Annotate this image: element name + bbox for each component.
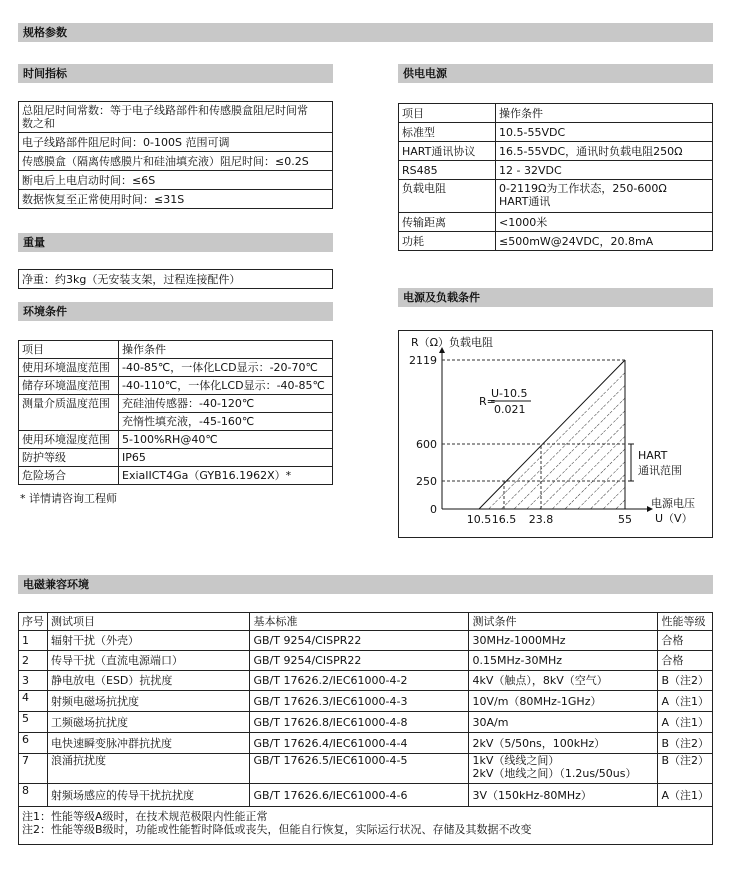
power-cell: 功耗 bbox=[399, 232, 496, 251]
env-header-cond: 操作条件 bbox=[119, 341, 333, 359]
emc-cell: 传导干扰（直流电源端口） bbox=[48, 651, 250, 671]
y-tick-label: 2119 bbox=[409, 354, 437, 367]
time-row-4: 断电后上电启动时间：≤6S bbox=[19, 171, 333, 190]
table-row bbox=[19, 467, 333, 485]
power-header-item: 项目 bbox=[399, 104, 496, 123]
emc-note-1: 注1：性能等级A级时，在技术规范极限内性能正常 bbox=[22, 810, 268, 823]
emc-header: 测试条件 bbox=[469, 613, 658, 631]
emc-cell: GB/T 9254/CISPR22 bbox=[250, 651, 469, 671]
emc-note-2: 注2：性能等级B级时，功能或性能暂时降低或丧失，但能自行恢复，实际运行状况、存储及其数据不改变 bbox=[22, 823, 532, 836]
formula-denominator: 0.021 bbox=[494, 403, 526, 416]
emc-cell: GB/T 9254/CISPR22 bbox=[250, 631, 469, 651]
env-cell: -40-85℃，一体化LCD显示：-20-70℃ bbox=[119, 359, 333, 377]
emc-cell: 2kV（5/50ns，100kHz） bbox=[469, 733, 658, 754]
x-tick-label: 10.5 bbox=[466, 513, 492, 526]
y-tick-label: 250 bbox=[416, 475, 437, 488]
emc-cell: 2 bbox=[19, 651, 48, 671]
load-chart bbox=[399, 331, 712, 537]
env-cell: 测量介质温度范围 bbox=[19, 395, 119, 413]
emc-section-title: 电磁兼容环境 bbox=[23, 578, 89, 591]
emc-cell: GB/T 17626.2/IEC61000-4-2 bbox=[250, 671, 469, 691]
emc-cell: 射频电磁场抗扰度 bbox=[48, 691, 250, 712]
table-header-row bbox=[19, 613, 713, 631]
table-row bbox=[19, 431, 333, 449]
table-row bbox=[19, 733, 713, 754]
table-row bbox=[399, 142, 713, 161]
env-cell: 防护等级 bbox=[19, 449, 119, 467]
table-row bbox=[19, 359, 333, 377]
page-title: 规格参数 bbox=[23, 26, 67, 39]
weight-section-title: 重量 bbox=[23, 236, 45, 249]
env-cell: 充硅油传感器：-40-120℃ bbox=[119, 395, 333, 413]
env-table bbox=[18, 340, 333, 485]
time-row-3: 传感膜盒（隔离传感膜片和硅油填充液）阻尼时间：≤0.2S bbox=[19, 152, 333, 171]
table-row bbox=[19, 171, 333, 190]
table-row bbox=[19, 449, 333, 467]
power-section-title: 供电电源 bbox=[403, 67, 447, 80]
y-tick-label: 600 bbox=[416, 438, 437, 451]
env-cell: ExiaIICT4Ga（GYB16.1962X）* bbox=[119, 467, 333, 485]
table-row bbox=[19, 784, 713, 807]
table-row bbox=[399, 123, 713, 142]
power-cell: HART通讯协议 bbox=[399, 142, 496, 161]
table-row bbox=[19, 377, 333, 395]
chart-section-title: 电源及负载条件 bbox=[403, 291, 480, 304]
emc-cell: B（注2） bbox=[658, 671, 713, 691]
emc-cell: B（注2） bbox=[658, 733, 713, 754]
table-row bbox=[399, 232, 713, 251]
power-cell: ≤500mW@24VDC，20.8mA bbox=[496, 232, 713, 251]
power-section-header bbox=[398, 64, 713, 83]
table-row bbox=[19, 395, 333, 413]
emc-cell: 1 bbox=[19, 631, 48, 651]
emc-header: 测试项目 bbox=[48, 613, 250, 631]
emc-cell: 辐射干扰（外壳） bbox=[48, 631, 250, 651]
env-cell: 使用环境湿度范围 bbox=[19, 431, 119, 449]
emc-cell: 8 bbox=[19, 784, 48, 807]
emc-cell: 6 bbox=[19, 733, 48, 754]
table-row bbox=[19, 270, 333, 289]
emc-cell: A（注1） bbox=[658, 784, 713, 807]
table-row bbox=[19, 807, 713, 845]
power-cell: RS485 bbox=[399, 161, 496, 180]
time-section-title: 时间指标 bbox=[23, 67, 67, 80]
table-header-row bbox=[19, 341, 333, 359]
x-axis-label-line2: U（V） bbox=[655, 512, 693, 525]
table-row bbox=[19, 631, 713, 651]
page-header-bar bbox=[18, 23, 713, 42]
power-cell: <1000米 bbox=[496, 213, 713, 232]
emc-cell: 4kV（触点），8kV（空气） bbox=[469, 671, 658, 691]
x-tick-label: 23.8 bbox=[528, 513, 554, 526]
power-cell: 传输距离 bbox=[399, 213, 496, 232]
emc-cell: 工频磁场抗扰度 bbox=[48, 712, 250, 733]
emc-section-header bbox=[18, 575, 713, 594]
env-cell: IP65 bbox=[119, 449, 333, 467]
emc-cell: B（注2） bbox=[658, 754, 713, 784]
env-cell: -40-110℃，一体化LCD显示：-40-85℃ bbox=[119, 377, 333, 395]
emc-notes bbox=[19, 807, 713, 845]
x-tick-label: 16.5 bbox=[491, 513, 517, 526]
y-tick-label: 0 bbox=[430, 503, 437, 516]
power-cell: 12 - 32VDC bbox=[496, 161, 713, 180]
table-row bbox=[19, 671, 713, 691]
hart-annotation-line1: HART bbox=[638, 449, 668, 462]
emc-cell: GB/T 17626.3/IEC61000-4-3 bbox=[250, 691, 469, 712]
power-cell: 10.5-55VDC bbox=[496, 123, 713, 142]
weight-section-header bbox=[18, 233, 333, 252]
table-row bbox=[19, 190, 333, 209]
emc-cell: GB/T 17626.5/IEC61000-4-5 bbox=[250, 754, 469, 784]
emc-cell: 静电放电（ESD）抗扰度 bbox=[48, 671, 250, 691]
env-cell: 充惰性填充液，-45-160℃ bbox=[119, 413, 333, 431]
table-row bbox=[19, 152, 333, 171]
time-section-header bbox=[18, 64, 333, 83]
emc-table bbox=[18, 612, 713, 845]
emc-cell: 0.15MHz-30MHz bbox=[469, 651, 658, 671]
emc-cell: GB/T 17626.6/IEC61000-4-6 bbox=[250, 784, 469, 807]
emc-cell: 电快速瞬变脉冲群抗扰度 bbox=[48, 733, 250, 754]
env-cell: 危险场合 bbox=[19, 467, 119, 485]
emc-cell: 30MHz-1000MHz bbox=[469, 631, 658, 651]
env-section-title: 环境条件 bbox=[23, 305, 67, 318]
power-cell: 16.5-55VDC，通讯时负载电阻250Ω bbox=[496, 142, 713, 161]
power-cell: 0-2119Ω为工作状态，250-600Ω HART通讯 bbox=[496, 180, 713, 213]
emc-cell: 30A/m bbox=[469, 712, 658, 733]
time-row-1: 总阻尼时间常数：等于电子线路部件和传感膜盒阻尼时间常 数之和 bbox=[19, 102, 333, 133]
emc-cell: A（注1） bbox=[658, 712, 713, 733]
env-cell: 5-100%RH@40℃ bbox=[119, 431, 333, 449]
emc-cell: 7 bbox=[19, 754, 48, 784]
formula-numerator: U-10.5 bbox=[491, 387, 528, 400]
table-row bbox=[399, 180, 713, 213]
x-tick-label: 55 bbox=[618, 513, 632, 526]
time-table bbox=[18, 101, 333, 209]
table-row bbox=[19, 712, 713, 733]
table-header-row bbox=[399, 104, 713, 123]
emc-cell: 射频场感应的传导干扰抗扰度 bbox=[48, 784, 250, 807]
env-note: * 详情请咨询工程师 bbox=[20, 492, 117, 505]
table-row bbox=[399, 161, 713, 180]
x-axis-label-line1: 电源电压 bbox=[651, 497, 695, 510]
emc-cell: 3V（150kHz-80MHz） bbox=[469, 784, 658, 807]
env-cell: 储存环境温度范围 bbox=[19, 377, 119, 395]
emc-cell: 10V/m（80MHz-1GHz） bbox=[469, 691, 658, 712]
hart-annotation-line2: 通讯范围 bbox=[638, 464, 682, 477]
table-row bbox=[19, 651, 713, 671]
table-row bbox=[19, 133, 333, 152]
emc-cell: A（注1） bbox=[658, 691, 713, 712]
emc-header: 性能等级 bbox=[658, 613, 713, 631]
emc-header: 序号 bbox=[19, 613, 48, 631]
y-axis-label: R（Ω）负载电阻 bbox=[411, 336, 494, 349]
time-row-2: 电子线路部件阻尼时间：0-100S 范围可调 bbox=[19, 133, 333, 152]
emc-cell: GB/T 17626.4/IEC61000-4-4 bbox=[250, 733, 469, 754]
power-cell: 标准型 bbox=[399, 123, 496, 142]
emc-cell: 合格 bbox=[658, 651, 713, 671]
table-row bbox=[19, 413, 333, 431]
env-cell: 使用环境温度范围 bbox=[19, 359, 119, 377]
power-cell: 负载电阻 bbox=[399, 180, 496, 213]
emc-cell: 浪涌抗扰度 bbox=[48, 754, 250, 784]
emc-cell: 合格 bbox=[658, 631, 713, 651]
emc-header: 基本标准 bbox=[250, 613, 469, 631]
weight-row: 净重：约3kg（无安装支架，过程连接配件） bbox=[19, 270, 333, 289]
table-row bbox=[19, 102, 333, 133]
time-row-5: 数据恢复至正常使用时间：≤31S bbox=[19, 190, 333, 209]
formula-prefix: R= bbox=[479, 395, 496, 408]
emc-cell: 1kV（线线之间） 2kV（地线之间）（1.2us/50us） bbox=[469, 754, 658, 784]
emc-cell: 3 bbox=[19, 671, 48, 691]
emc-cell: 5 bbox=[19, 712, 48, 733]
power-header-cond: 操作条件 bbox=[496, 104, 713, 123]
env-section-header bbox=[18, 302, 333, 321]
power-table bbox=[398, 103, 713, 251]
chart-section-header bbox=[398, 288, 713, 307]
emc-cell: 4 bbox=[19, 691, 48, 712]
weight-table bbox=[18, 269, 333, 289]
load-chart-frame bbox=[398, 330, 713, 538]
table-row bbox=[399, 213, 713, 232]
env-cell bbox=[19, 413, 119, 431]
env-header-item: 项目 bbox=[19, 341, 119, 359]
table-row bbox=[19, 691, 713, 712]
table-row bbox=[19, 754, 713, 784]
emc-cell: GB/T 17626.8/IEC61000-4-8 bbox=[250, 712, 469, 733]
